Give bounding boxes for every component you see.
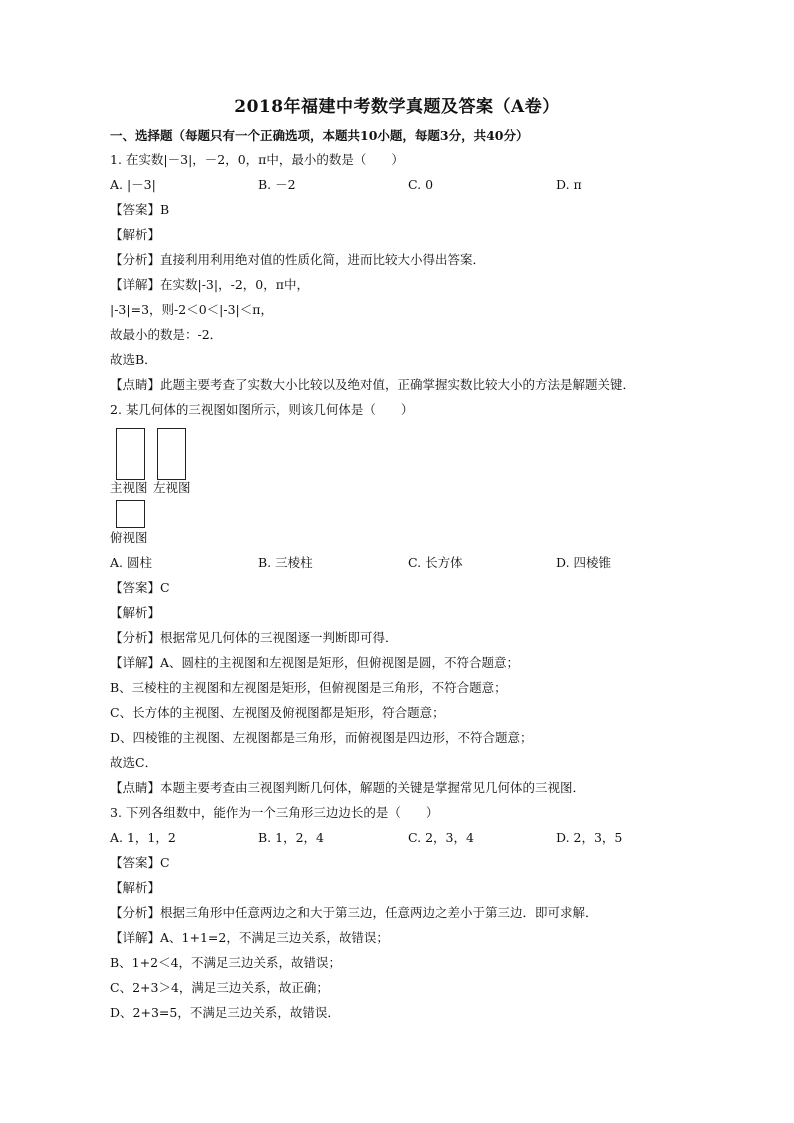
page-title: 2018年福建中考数学真题及答案（A卷） [234, 97, 560, 117]
q1-step-3: 故选B． [110, 352, 157, 367]
q1-option-a: A. |－3| [110, 177, 156, 192]
q2-option-b: B. 三棱柱 [258, 555, 313, 570]
q2-step-1: B、三棱柱的主视图和左视图是矩形，但俯视图是三角形，不符合题意； [110, 680, 507, 695]
top-view-rectangle [116, 500, 145, 528]
q1-option-d: D. π [556, 177, 582, 192]
q3-option-a: A. 1，1，2 [110, 830, 176, 845]
q3-step-1: B、1+2＜4，不满足三边关系，故错误； [110, 955, 342, 970]
q1-option-c: C. 0 [408, 177, 434, 192]
q3-option-d: D. 2，3，5 [556, 830, 623, 845]
q1-xiangjie: 【详解】在实数|-3|，-2，0，π中， [110, 277, 309, 292]
q2-step-4: 故选C． [110, 755, 158, 770]
q1-stem: 1. 在实数|－3|，－2，0，π中，最小的数是（ ） [110, 152, 404, 167]
q2-step-3: D、四棱锥的主视图、左视图都是三角形，而俯视图是四边形，不符合题意； [110, 730, 533, 745]
q2-stem: 2. 某几何体的三视图如图所示，则该几何体是（ ） [110, 402, 414, 417]
q2-option-d: D. 四棱锥 [556, 555, 612, 570]
side-view-rectangle [157, 428, 186, 480]
q1-option-b: B. －2 [258, 177, 296, 192]
q1-fenxi: 【分析】直接利用利用绝对值的性质化简，进而比较大小得出答案． [110, 252, 486, 267]
q2-analysis-heading: 【解析】 [110, 605, 161, 620]
front-view-label: 主视图 [110, 480, 148, 495]
q3-analysis-heading: 【解析】 [110, 880, 161, 895]
q3-step-2: C、2+3＞4，满足三边关系，故正确； [110, 980, 329, 995]
q1-analysis-heading: 【解析】 [110, 227, 161, 242]
top-view-label: 俯视图 [110, 530, 148, 545]
q1-answer: 【答案】B [110, 202, 170, 217]
q2-option-c: C. 长方体 [408, 555, 463, 570]
q1-step-1: |-3|=3，则-2＜0＜|-3|＜π， [110, 302, 273, 317]
q3-stem: 3. 下列各组数中，能作为一个三角形三边边长的是（ ） [110, 805, 439, 820]
q3-option-b: B. 1，2，4 [258, 830, 324, 845]
side-view-label: 左视图 [153, 480, 191, 495]
q1-dianjing: 【点睛】此题主要考查了实数大小比较以及绝对值，正确掌握实数比较大小的方法是解题关键． [110, 377, 636, 392]
q1-step-2: 故最小的数是：-2． [110, 327, 223, 342]
front-view-rectangle [116, 428, 145, 480]
q2-xiangjie: 【详解】A、圆柱的主视图和左视图是矩形，但俯视图是圆，不符合题意； [110, 655, 520, 670]
q3-answer: 【答案】C [110, 855, 170, 870]
q2-option-a: A. 圆柱 [110, 555, 152, 570]
q3-step-3: D、2+3=5，不满足三边关系，故错误． [110, 1005, 340, 1020]
q2-fenxi: 【分析】根据常见几何体的三视图逐一判断即可得． [110, 630, 398, 645]
q2-dianjing: 【点睛】本题主要考查由三视图判断几何体，解题的关键是掌握常见几何体的三视图． [110, 780, 586, 795]
q3-fenxi: 【分析】根据三角形中任意两边之和大于第三边，任意两边之差小于第三边．即可求解． [110, 905, 598, 920]
section-heading: 一、选择题（每题只有一个正确选项，本题共10小题，每题3分，共40分） [110, 128, 529, 143]
q2-step-2: C、长方体的主视图、左视图及俯视图都是矩形，符合题意； [110, 705, 445, 720]
q2-answer: 【答案】C [110, 580, 170, 595]
q3-xiangjie: 【详解】A、1+1=2，不满足三边关系，故错误； [110, 930, 389, 945]
q3-option-c: C. 2，3，4 [408, 830, 474, 845]
